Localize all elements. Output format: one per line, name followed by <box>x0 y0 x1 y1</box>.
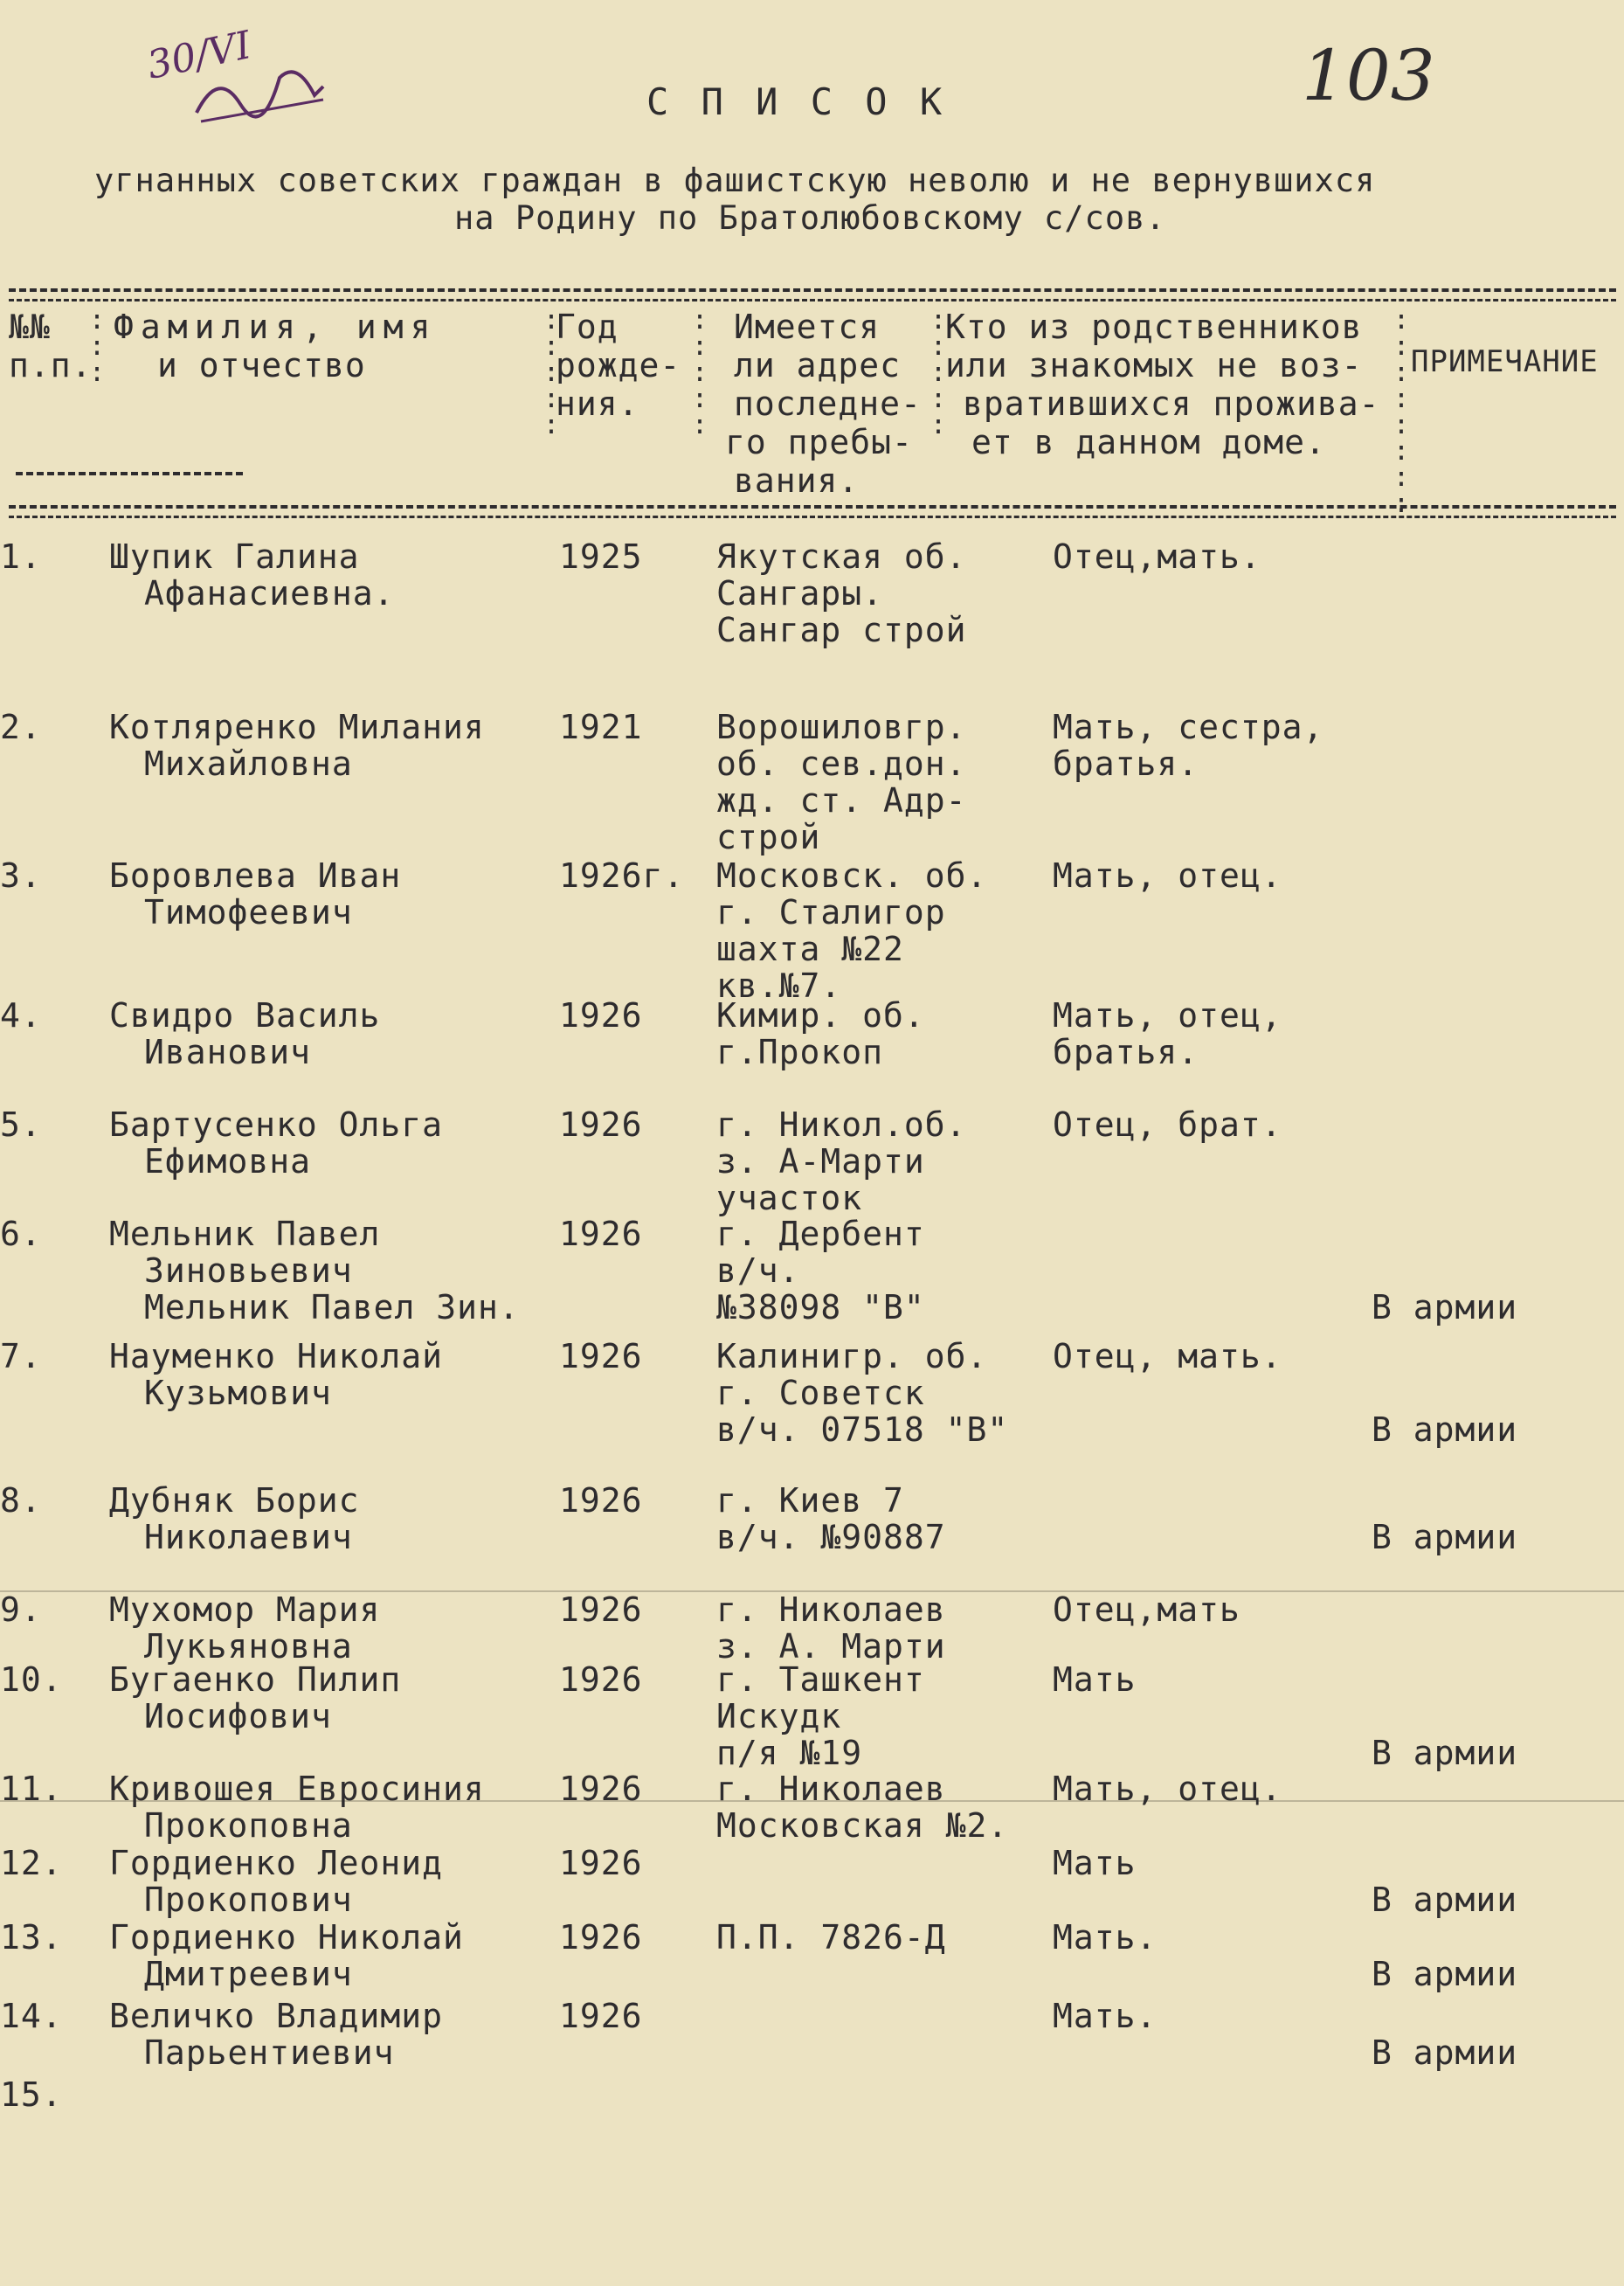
col-header-relatives-line: ет в данном доме. <box>971 423 1326 461</box>
column-separator: : : : : : <box>692 305 708 440</box>
row-name-line: Дубняк Борис <box>109 1481 360 1520</box>
row-relatives-line: Мать <box>1053 1844 1137 1882</box>
row-birth-year: 1926 <box>559 1337 643 1375</box>
row-address-line: Искудк <box>716 1697 842 1735</box>
row-name-line: Шупик Галина <box>109 537 360 576</box>
row-name-line: Бартусенко Ольга <box>109 1105 444 1144</box>
handwritten-corner-note: 30/VI <box>143 23 255 88</box>
row-note: В армии <box>1372 1288 1518 1327</box>
row-address-line: строй <box>716 818 821 856</box>
row-number: 1. <box>0 537 42 576</box>
row-number: 10. <box>0 1660 63 1699</box>
row-number: 11. <box>0 1770 63 1808</box>
row-number: 4. <box>0 996 42 1035</box>
row-note: В армии <box>1372 1734 1518 1772</box>
row-number: 5. <box>0 1105 42 1144</box>
row-name-line: Афанасиевна. <box>144 574 395 613</box>
header-top-rule <box>9 288 1616 292</box>
header-top-rule-2 <box>9 299 1616 301</box>
row-note: В армии <box>1372 1410 1518 1449</box>
col-header-address-line: вания. <box>734 461 860 500</box>
row-name-line: Михайловна <box>144 745 353 783</box>
column-separator: : : : : : <box>930 305 947 440</box>
row-birth-year: 1926 <box>559 1844 643 1882</box>
row-address-line: Сангар строй <box>716 611 967 649</box>
row-birth-year: 1926 <box>559 1215 643 1253</box>
row-address-line: Якутская об. <box>716 537 967 576</box>
row-number: 2. <box>0 708 42 746</box>
row-relatives-line: Отец, мать. <box>1053 1337 1282 1375</box>
row-address-line: г. Дербент <box>716 1215 925 1253</box>
row-address-line: Ворошиловгр. <box>716 708 967 746</box>
row-note: В армии <box>1372 1955 1518 1993</box>
row-birth-year: 1925 <box>559 537 643 576</box>
col-header-address-line: Имеется <box>734 308 881 346</box>
col-header-num-line: п.п. <box>9 346 93 384</box>
row-address-line: П.П. 7826-Д <box>716 1918 946 1957</box>
row-name-line: Мельник Павел Зин. <box>144 1288 520 1327</box>
header-bottom-rule <box>9 505 1616 509</box>
row-name-line: Свидро Василь <box>109 996 381 1035</box>
document-subtitle-line2: на Родину по Братолюбовскому с/сов. <box>454 199 1166 237</box>
row-relatives-line: Мать, отец. <box>1053 856 1282 895</box>
row-name-line: Зиновьевич <box>144 1251 353 1290</box>
header-bottom-rule-2 <box>9 516 1616 518</box>
row-address-line: г. Сталигор <box>716 893 946 932</box>
row-note: В армии <box>1372 1518 1518 1556</box>
row-name-line: Мухомор Мария <box>109 1590 381 1629</box>
row-birth-year: 1926 <box>559 1660 643 1699</box>
row-name-line: Науменко Николай <box>109 1337 444 1375</box>
row-name-line: Дмитреевич <box>144 1955 353 1993</box>
row-relatives-line: Отец,мать. <box>1053 537 1261 576</box>
row-address-line: в/ч. №90887 <box>716 1518 946 1556</box>
col-header-year-line: ния. <box>556 384 639 423</box>
row-address-line: г.Прокоп <box>716 1033 884 1071</box>
row-name-line: Бугаенко Пилип <box>109 1660 402 1699</box>
row-birth-year: 1926 <box>559 1997 643 2035</box>
row-address-line: кв.№7. <box>716 966 842 1005</box>
row-number: 6. <box>0 1215 42 1253</box>
row-address-line: Кимир. об. <box>716 996 925 1035</box>
row-address-line: з. А-Марти <box>716 1142 925 1181</box>
row-address-line: Московск. об. <box>716 856 988 895</box>
row-name-line: Прокопович <box>144 1881 353 1919</box>
row-address-line: шахта №22 <box>716 930 904 968</box>
row-name-line: Ефимовна <box>144 1142 312 1181</box>
row-name-line: Котляренко Милания <box>109 708 485 746</box>
row-address-line: г. Николаев <box>716 1770 946 1808</box>
row-relatives-line: Мать. <box>1053 1997 1158 2035</box>
row-name-line: Боровлева Иван <box>109 856 402 895</box>
row-name-line: Иванович <box>144 1033 312 1071</box>
row-address-line: г. Советск <box>716 1374 925 1412</box>
row-name-line: Парьентиевич <box>144 2033 395 2072</box>
row-name-line: Гордиенко Леонид <box>109 1844 444 1882</box>
row-relatives-line: братья. <box>1053 745 1199 783</box>
col-header-address-line: последне- <box>734 384 922 423</box>
row-birth-year: 1926г. <box>559 856 685 895</box>
row-address-line: п/я №19 <box>716 1734 863 1772</box>
row-address-line: участок <box>716 1179 863 1217</box>
col-header-relatives-line: вратившихся прожива- <box>963 384 1380 423</box>
row-name-line: Иосифович <box>144 1697 332 1735</box>
row-address-line: Московская №2. <box>716 1806 1009 1845</box>
column-separator: : : : : : <box>543 305 560 440</box>
row-birth-year: 1921 <box>559 708 643 746</box>
row-relatives-line: Мать <box>1053 1660 1137 1699</box>
row-number: 8. <box>0 1481 42 1520</box>
num-column-rule <box>16 472 243 475</box>
row-name-line: Величко Владимир <box>109 1997 444 2035</box>
row-address-line: з. А. Марти <box>716 1627 946 1666</box>
row-address-line: об. сев.дон. <box>716 745 967 783</box>
document-subtitle-line1: угнанных советских граждан в фашистскую неволю и не вернувшихся <box>94 162 1376 199</box>
document-title: С П И С О К <box>646 80 948 123</box>
row-birth-year: 1926 <box>559 1918 643 1957</box>
row-note: В армии <box>1372 2033 1518 2072</box>
row-number: 13. <box>0 1918 63 1957</box>
row-relatives-line: Мать. <box>1053 1918 1158 1957</box>
row-number: 9. <box>0 1590 42 1629</box>
row-address-line: в/ч. <box>716 1251 800 1290</box>
row-name-line: Мельник Павел <box>109 1215 381 1253</box>
row-birth-year: 1926 <box>559 1590 643 1629</box>
row-address-line: №38098 "В" <box>716 1288 925 1327</box>
row-birth-year: 1926 <box>559 1770 643 1808</box>
row-number: 12. <box>0 1844 63 1882</box>
row-number: 3. <box>0 856 42 895</box>
col-header-relatives-line: Кто из родственников <box>945 308 1363 346</box>
row-birth-year: 1926 <box>559 996 643 1035</box>
col-header-year-line: Год <box>556 308 619 346</box>
row-name-line: Николаевич <box>144 1518 353 1556</box>
row-address-line: г. Никол.об. <box>716 1105 967 1144</box>
column-separator: : : : : : : : : <box>1393 305 1410 519</box>
row-relatives-line: Мать, сестра, <box>1053 708 1324 746</box>
column-separator: : : : <box>89 305 106 388</box>
row-number: 14. <box>0 1997 63 2035</box>
col-header-address-line: го пребы- <box>725 423 913 461</box>
row-address-line: г. Ташкент <box>716 1660 925 1699</box>
row-name-line: Прокоповна <box>144 1806 353 1845</box>
col-header-note-line: ПРИМЕЧАНИЕ <box>1411 344 1599 379</box>
col-header-address-line: ли адрес <box>734 346 902 384</box>
row-address-line: г. Николаев <box>716 1590 946 1629</box>
signature-scribble <box>175 35 314 114</box>
row-name-line: Кузьмович <box>144 1374 332 1412</box>
row-name-line: Тимофеевич <box>144 893 353 932</box>
row-name-line: Гордиенко Николай <box>109 1918 464 1957</box>
row-number: 7. <box>0 1337 42 1375</box>
col-header-name-line: и отчество <box>157 346 366 384</box>
row-birth-year: 1926 <box>559 1105 643 1144</box>
row-name-line: Кривошея Евросиния <box>109 1770 485 1808</box>
row-address-line: в/ч. 07518 "В" <box>716 1410 1009 1449</box>
col-header-relatives-line: или знакомых не воз- <box>945 346 1363 384</box>
page-number: 103 <box>1302 35 1435 116</box>
row-number: 15. <box>0 2075 63 2114</box>
row-relatives-line: Мать, отец. <box>1053 1770 1282 1808</box>
row-name-line: Лукьяновна <box>144 1627 353 1666</box>
row-relatives-line: Отец, брат. <box>1053 1105 1282 1144</box>
row-birth-year: 1926 <box>559 1481 643 1520</box>
row-address-line: г. Киев 7 <box>716 1481 904 1520</box>
row-relatives-line: Отец,мать <box>1053 1590 1240 1629</box>
row-address-line: Калинигр. об. <box>716 1337 988 1375</box>
row-relatives-line: Мать, отец, <box>1053 996 1282 1035</box>
col-header-num-line: №№ <box>9 308 51 346</box>
row-relatives-line: братья. <box>1053 1033 1199 1071</box>
row-note: В армии <box>1372 1881 1518 1919</box>
col-header-name-line: Фамилия, имя <box>114 308 438 346</box>
row-address-line: Сангары. <box>716 574 884 613</box>
row-address-line: жд. ст. Адр- <box>716 781 967 820</box>
col-header-year-line: рожде- <box>556 346 681 384</box>
